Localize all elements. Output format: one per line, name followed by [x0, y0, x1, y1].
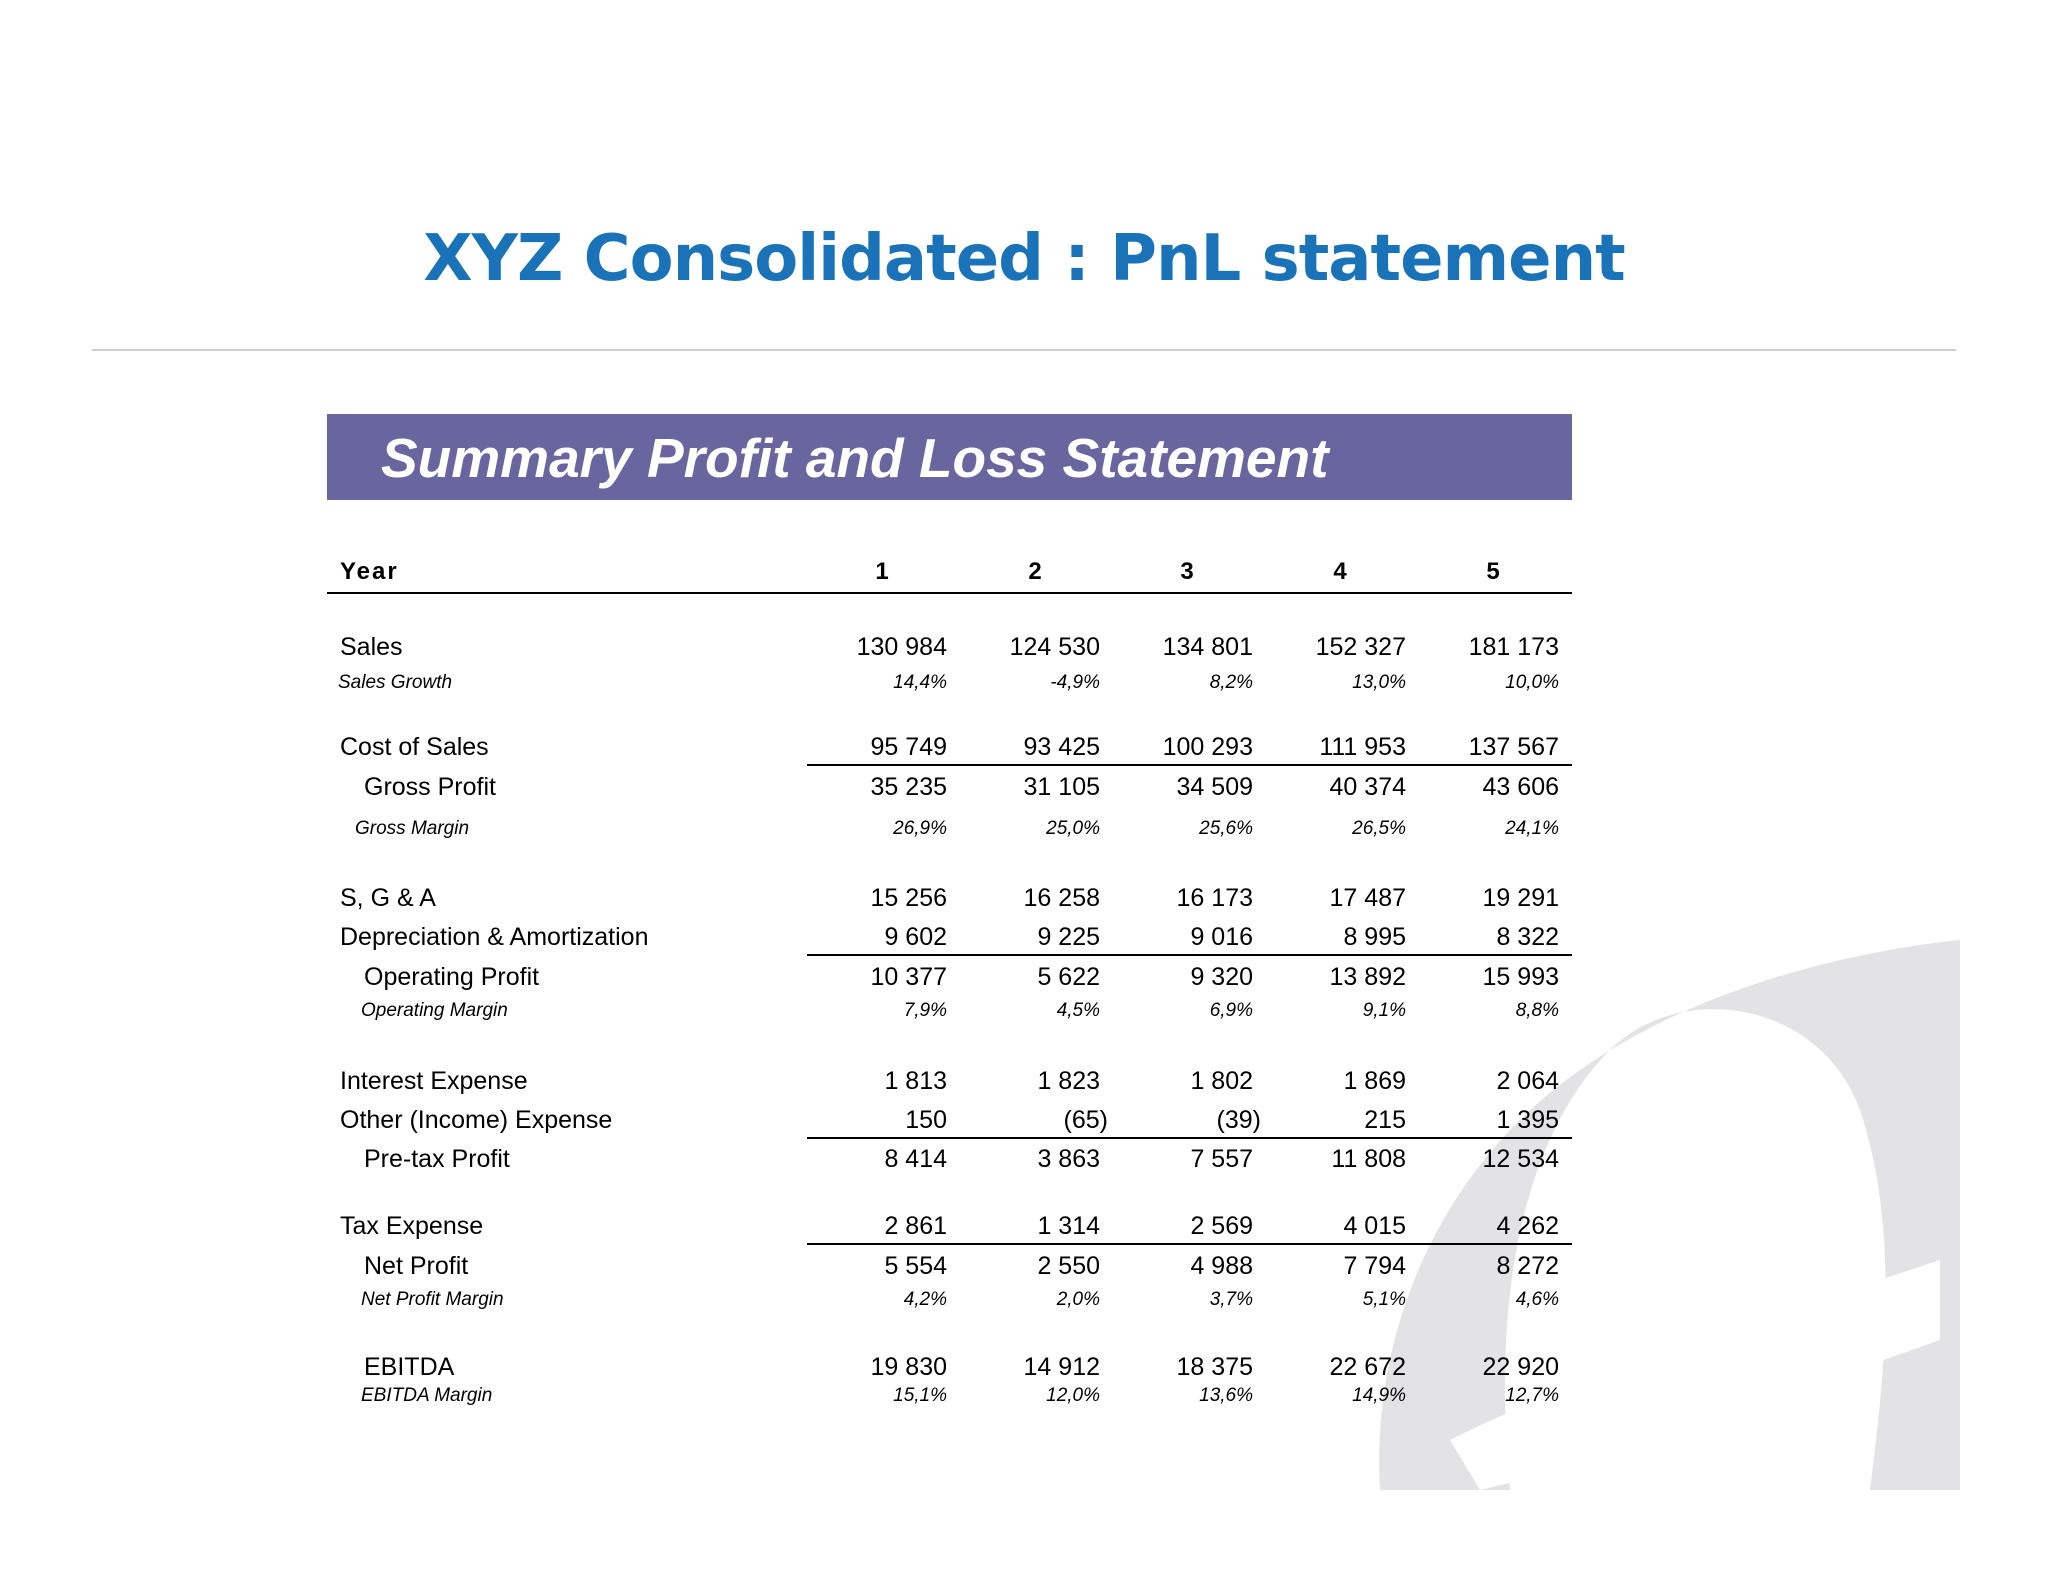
row-value: 152 327 [1315, 633, 1406, 661]
row-label: Net Profit [364, 1252, 469, 1280]
row-value: 25,0% [1046, 818, 1100, 839]
row-label: Depreciation & Amortization [340, 923, 649, 951]
row-value: 150 [905, 1106, 947, 1134]
row-label: Sales [340, 633, 403, 661]
table-row [327, 729, 1572, 765]
table-row [327, 629, 1572, 665]
row-value: 22 920 [1482, 1353, 1559, 1381]
title-divider [92, 349, 1956, 351]
row-value: 8 414 [884, 1145, 947, 1173]
row-value: 9 225 [1037, 923, 1100, 951]
row-value: 22 672 [1329, 1353, 1406, 1381]
table-row [327, 1141, 1572, 1177]
row-label: Operating Margin [361, 1000, 508, 1021]
row-label: Gross Margin [355, 818, 470, 839]
year-header: 5 [1486, 558, 1500, 585]
banner-title: Summary Profit and Loss Statement [381, 427, 1329, 489]
row-value: 1 395 [1496, 1106, 1559, 1134]
row-label: Gross Profit [364, 773, 496, 801]
row-value: -4,9% [1050, 672, 1100, 693]
row-value: 13,0% [1352, 672, 1406, 693]
row-value: 15 993 [1482, 963, 1559, 991]
row-value: 1 802 [1190, 1067, 1253, 1095]
row-label: Pre-tax Profit [364, 1145, 510, 1173]
row-value: 137 567 [1468, 733, 1559, 761]
row-value: 15,1% [893, 1385, 947, 1406]
row-value: 14,9% [1352, 1385, 1406, 1406]
row-value: 10,0% [1505, 672, 1559, 693]
row-value: 4,6% [1515, 1289, 1559, 1310]
row-label: Interest Expense [340, 1067, 528, 1095]
row-value: 12,0% [1046, 1385, 1100, 1406]
statement-banner [327, 414, 1572, 500]
year-header: 3 [1180, 558, 1194, 585]
row-value: 7,9% [903, 1000, 947, 1021]
row-value: (65) [1063, 1106, 1108, 1134]
row-value: 34 509 [1176, 773, 1253, 801]
row-value: 40 374 [1329, 773, 1406, 801]
table-row [327, 1248, 1572, 1284]
row-value: 11 808 [1331, 1145, 1406, 1173]
row-label: Other (Income) Expense [340, 1106, 613, 1134]
row-value: 95 749 [870, 733, 947, 761]
table-row [327, 959, 1572, 995]
row-value: 100 293 [1162, 733, 1253, 761]
table-row [327, 880, 1572, 916]
row-label: Tax Expense [340, 1212, 484, 1240]
row-value: 14,4% [893, 672, 947, 693]
row-value: 4 015 [1343, 1212, 1406, 1240]
row-value: 1 869 [1343, 1067, 1406, 1095]
year-header-label: Year [340, 558, 399, 585]
row-value: 8 272 [1496, 1252, 1559, 1280]
row-value: 9 320 [1190, 963, 1253, 991]
table-row [327, 665, 1572, 701]
table-row [327, 1282, 1572, 1318]
row-value: 8,8% [1515, 1000, 1559, 1021]
table-row [327, 1102, 1572, 1138]
row-value: 5,1% [1362, 1289, 1406, 1310]
header-rule [327, 592, 1572, 594]
row-value: 9 602 [884, 923, 947, 951]
row-value: 4 988 [1190, 1252, 1253, 1280]
row-value: 19 830 [870, 1353, 947, 1381]
table-row [327, 769, 1572, 805]
subtotal-rule [807, 954, 1572, 956]
row-value: 9,1% [1362, 1000, 1406, 1021]
row-value: 31 105 [1023, 773, 1100, 801]
subtotal-rule [807, 1137, 1572, 1139]
row-value: 2 861 [884, 1212, 947, 1240]
row-value: 15 256 [870, 884, 947, 912]
row-value: 43 606 [1482, 773, 1559, 801]
row-value: 215 [1364, 1106, 1406, 1134]
row-value: 13 892 [1329, 963, 1406, 991]
year-header: 1 [875, 558, 889, 585]
row-value: 14 912 [1023, 1353, 1100, 1381]
row-value: 19 291 [1482, 884, 1559, 912]
row-value: 2 550 [1037, 1252, 1100, 1280]
row-value: 3 863 [1037, 1145, 1100, 1173]
row-value: 2,0% [1056, 1289, 1100, 1310]
row-value: 26,9% [893, 818, 947, 839]
row-label: Sales Growth [338, 672, 453, 693]
table-row [327, 1208, 1572, 1244]
row-value: 12 534 [1482, 1145, 1559, 1173]
row-label: Net Profit Margin [361, 1289, 504, 1310]
table-row [327, 811, 1572, 847]
row-value: (39) [1216, 1106, 1261, 1134]
row-value: 13,6% [1199, 1385, 1253, 1406]
year-header: 2 [1028, 558, 1042, 585]
row-value: 8 322 [1496, 923, 1559, 951]
row-value: 6,9% [1209, 1000, 1253, 1021]
row-value: 18 375 [1176, 1353, 1253, 1381]
row-value: 24,1% [1505, 818, 1559, 839]
row-value: 2 569 [1190, 1212, 1253, 1240]
row-value: 5 622 [1037, 963, 1100, 991]
row-value: 8 995 [1343, 923, 1406, 951]
row-value: 3,7% [1209, 1289, 1253, 1310]
row-value: 26,5% [1352, 818, 1406, 839]
row-value: 8,2% [1209, 672, 1253, 693]
table-row [327, 1378, 1572, 1414]
row-value: 134 801 [1162, 633, 1253, 661]
subtotal-rule [807, 1243, 1572, 1245]
row-value: 16 173 [1176, 884, 1253, 912]
row-value: 111 953 [1319, 733, 1406, 761]
row-label: EBITDA Margin [361, 1385, 493, 1406]
row-value: 25,6% [1199, 818, 1253, 839]
year-header: 4 [1333, 558, 1347, 585]
row-label: Cost of Sales [340, 733, 489, 761]
row-label: Operating Profit [364, 963, 540, 991]
row-value: 1 314 [1037, 1212, 1100, 1240]
row-value: 124 530 [1009, 633, 1100, 661]
table-header-row [327, 554, 1572, 590]
row-value: 1 823 [1037, 1067, 1100, 1095]
row-value: 7 794 [1343, 1252, 1406, 1280]
table-row [327, 993, 1572, 1029]
row-value: 10 377 [870, 963, 947, 991]
slide-title: XYZ Consolidated : PnL statement [423, 222, 1625, 296]
row-value: 9 016 [1190, 923, 1253, 951]
row-value: 4 262 [1496, 1212, 1559, 1240]
row-value: 5 554 [884, 1252, 947, 1280]
row-value: 181 173 [1468, 633, 1559, 661]
row-value: 4,5% [1056, 1000, 1100, 1021]
row-value: 35 235 [870, 773, 947, 801]
row-value: 130 984 [856, 633, 947, 661]
row-label: EBITDA [364, 1353, 455, 1381]
row-value: 12,7% [1505, 1385, 1559, 1406]
row-value: 1 813 [884, 1067, 947, 1095]
table-row [327, 1063, 1572, 1099]
row-value: 4,2% [903, 1289, 947, 1310]
row-label: S, G & A [340, 884, 436, 912]
row-value: 17 487 [1329, 884, 1406, 912]
row-value: 7 557 [1190, 1145, 1253, 1173]
table-row [327, 919, 1572, 955]
row-value: 93 425 [1023, 733, 1100, 761]
subtotal-rule [807, 764, 1572, 766]
row-value: 16 258 [1023, 884, 1100, 912]
row-value: 2 064 [1496, 1067, 1559, 1095]
